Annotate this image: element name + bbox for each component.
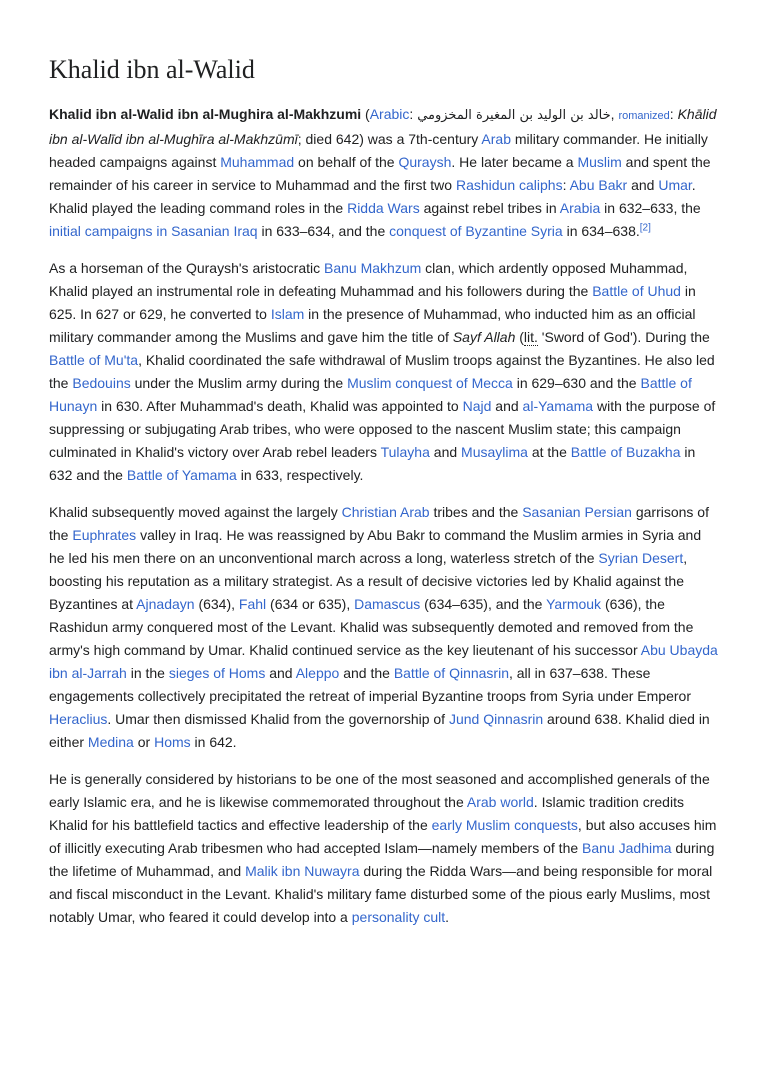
link-bedouins[interactable]: Bedouins bbox=[72, 375, 131, 391]
text: : bbox=[409, 106, 418, 122]
article bbox=[0, 54, 768, 929]
text: in 642. bbox=[190, 734, 237, 750]
link-christian-arab[interactable]: Christian Arab bbox=[341, 504, 430, 520]
link-ridda-wars[interactable]: Ridda Wars bbox=[347, 200, 420, 216]
text: around 638. Khalid died in either bbox=[49, 711, 710, 750]
link-battle-of-qinnasrin[interactable]: Battle of Qinnasrin bbox=[393, 665, 509, 681]
text: in 629–630 and the bbox=[512, 375, 641, 391]
bold-name: Khalid ibn al-Walid ibn al-Mughira al-Makhzumi bbox=[49, 106, 362, 122]
link-jund-qinnasrin[interactable]: Jund Qinnasrin bbox=[448, 711, 544, 727]
text: and bbox=[491, 398, 523, 414]
text: , all in 637–638. These engagements collectively precipitated the retreat of imperial Byzantine troops from Syria under Emperor bbox=[49, 665, 691, 704]
text: tribes and the bbox=[429, 504, 523, 520]
text: (634), bbox=[194, 596, 239, 612]
text: ( bbox=[515, 329, 524, 345]
text: or bbox=[133, 734, 155, 750]
link-abu-bakr[interactable]: Abu Bakr bbox=[569, 177, 628, 193]
text: As a horseman of the Quraysh's aristocratic bbox=[49, 260, 325, 276]
text: , Khalid coordinated the safe withdrawal of Muslim troops against the Byzantines. He also led the bbox=[49, 352, 715, 391]
text: ( bbox=[361, 106, 370, 122]
link-euphrates[interactable]: Euphrates bbox=[72, 527, 137, 543]
text: against rebel tribes in bbox=[419, 200, 560, 216]
link-sasanian-persian[interactable]: Sasanian Persian bbox=[522, 504, 632, 520]
link-al-yamama[interactable]: al-Yamama bbox=[522, 398, 594, 414]
text: (634–635), and the bbox=[420, 596, 547, 612]
text: , boosting his reputation as a military strategist. As a result of decisive victories led by Khalid against the Byzantines at bbox=[49, 550, 688, 612]
paragraph-4 bbox=[49, 768, 719, 929]
link-muslim[interactable]: Muslim bbox=[577, 154, 622, 170]
text: in the bbox=[126, 665, 169, 681]
link-battle-of-mutah[interactable]: Battle of Mu'ta bbox=[49, 352, 139, 368]
text: and spent the remainder of his career in service to Muhammad and the first two bbox=[49, 154, 711, 193]
paragraph-3 bbox=[49, 501, 719, 754]
romanized-name: Khālid ibn al-Walīd ibn al-Mughīra al-Makhzūmī bbox=[49, 106, 717, 147]
text: with the purpose of suppressing or subjugating Arab tribes, who were opposed to the nascent Muslim state; this campaign culminated in Khalid's victory over Arab rebel leaders bbox=[49, 398, 716, 460]
text: and bbox=[627, 177, 659, 193]
text: valley in Iraq. He was reassigned by Abu Bakr to command the Muslim armies in Syria and he led his men there on an unconventional march across a long, waterless stretch of the bbox=[49, 527, 702, 566]
text: and bbox=[429, 444, 462, 460]
link-syrian-desert[interactable]: Syrian Desert bbox=[598, 550, 684, 566]
link-initial-campaigns[interactable]: initial campaigns in Sasanian Iraq bbox=[49, 223, 258, 239]
text: in 630. After Muhammad's death, Khalid was appointed to bbox=[97, 398, 463, 414]
link-tulayha[interactable]: Tulayha bbox=[380, 444, 430, 460]
text: on behalf of the bbox=[294, 154, 399, 170]
text: , but also accuses him of illicitly executing Arab tribesmen who had accepted Islam—namely members of the bbox=[49, 817, 717, 856]
text: in 634–638. bbox=[562, 223, 640, 239]
lit-abbreviation: lit. bbox=[523, 329, 538, 345]
text: . bbox=[445, 909, 450, 925]
link-abu-ubayda[interactable]: Abu Ubayda ibn al-Jarrah bbox=[49, 642, 718, 681]
link-yarmouk[interactable]: Yarmouk bbox=[546, 596, 602, 612]
link-arab[interactable]: Arab bbox=[481, 131, 511, 147]
text: at the bbox=[527, 444, 571, 460]
text: Khalid subsequently moved against the largely bbox=[49, 504, 342, 520]
link-battle-of-uhud[interactable]: Battle of Uhud bbox=[592, 283, 681, 299]
text: . Khalid played the leading command roles in the bbox=[49, 177, 696, 216]
link-battle-of-hunayn[interactable]: Battle of Hunayn bbox=[49, 375, 692, 414]
link-ajnadayn[interactable]: Ajnadayn bbox=[136, 596, 195, 612]
link-islam[interactable]: Islam bbox=[270, 306, 305, 322]
link-sieges-of-homs[interactable]: sieges of Homs bbox=[168, 665, 266, 681]
link-damascus[interactable]: Damascus bbox=[354, 596, 421, 612]
text: (636), the Rashidun army conquered most of the Levant. Khalid was subsequently demoted and removed from the army's high command by Umar. Khalid continued service as the key lieutenant of his successor bbox=[49, 596, 694, 658]
text: and bbox=[265, 665, 296, 681]
text: under the Muslim army during the bbox=[130, 375, 348, 391]
text: . Umar then dismissed Khalid from the governorship of bbox=[107, 711, 449, 727]
link-quraysh[interactable]: Quraysh bbox=[398, 154, 452, 170]
link-battle-of-buzakha[interactable]: Battle of Buzakha bbox=[570, 444, 681, 460]
link-romanized[interactable]: romanized bbox=[618, 110, 670, 122]
text: , bbox=[610, 106, 619, 122]
link-battle-of-yamama[interactable]: Battle of Yamama bbox=[126, 467, 237, 483]
link-aleppo[interactable]: Aleppo bbox=[295, 665, 340, 681]
link-personality-cult[interactable]: personality cult bbox=[351, 909, 446, 925]
link-homs[interactable]: Homs bbox=[154, 734, 191, 750]
link-muhammad[interactable]: Muhammad bbox=[220, 154, 295, 170]
page-title: Khalid ibn al-Walid bbox=[49, 55, 255, 84]
reference-link[interactable]: [2] bbox=[639, 222, 651, 234]
text: in 633, respectively. bbox=[236, 467, 364, 483]
text: in 633–634, and the bbox=[257, 223, 390, 239]
link-malik-ibn-nuwayra[interactable]: Malik ibn Nuwayra bbox=[245, 863, 360, 879]
link-fahl[interactable]: Fahl bbox=[238, 596, 267, 612]
link-heraclius[interactable]: Heraclius bbox=[49, 711, 108, 727]
text: during the lifetime of Muhammad, and bbox=[49, 840, 715, 879]
arabic-name: خالد بن الوليد بن المغيرة المخزومي bbox=[417, 108, 611, 123]
text: in 632 and the bbox=[49, 444, 696, 483]
link-early-muslim-conquests[interactable]: early Muslim conquests bbox=[431, 817, 578, 833]
sayf-allah: Sayf Allah bbox=[452, 329, 516, 345]
text: (634 or 635), bbox=[266, 596, 355, 612]
link-banu-jadhima[interactable]: Banu Jadhima bbox=[582, 840, 672, 856]
text: : bbox=[562, 177, 570, 193]
link-arabic[interactable]: Arabic bbox=[369, 106, 410, 122]
link-banu-makhzum[interactable]: Banu Makhzum bbox=[324, 260, 422, 276]
link-conquest-of-mecca[interactable]: Muslim conquest of Mecca bbox=[347, 375, 513, 391]
paragraph-2 bbox=[49, 257, 719, 487]
text: : bbox=[669, 106, 678, 122]
text: in 632–633, the bbox=[600, 200, 701, 216]
text: . He later became a bbox=[451, 154, 578, 170]
link-rashidun-caliphs[interactable]: Rashidun caliphs bbox=[455, 177, 563, 193]
link-najd[interactable]: Najd bbox=[462, 398, 492, 414]
link-conquest-byzantine-syria[interactable]: conquest of Byzantine Syria bbox=[389, 223, 563, 239]
link-umar[interactable]: Umar bbox=[658, 177, 692, 193]
link-medina[interactable]: Medina bbox=[87, 734, 134, 750]
link-arabia[interactable]: Arabia bbox=[559, 200, 601, 216]
link-musaylima[interactable]: Musaylima bbox=[461, 444, 528, 460]
link-arab-world[interactable]: Arab world bbox=[466, 794, 534, 810]
text: and the bbox=[339, 665, 394, 681]
text: garrisons of the bbox=[49, 504, 709, 543]
text: ; died 642) was a 7th-century bbox=[297, 131, 482, 147]
text: clan, which ardently opposed Muhammad, Khalid played an instrumental role in defeating Muhammad and his followers during the bbox=[49, 260, 688, 299]
text: during the Ridda Wars—and being responsible for moral and fiscal misconduct in the Levant. Khalid's military fame disturbed some of the pious early Muslims, most notably Umar, who feared it could develop into a bbox=[49, 863, 713, 925]
text: military commander. He initially headed campaigns against bbox=[49, 131, 708, 170]
text: in 625. In 627 or 629, he converted to bbox=[49, 283, 696, 322]
text: in the presence of Muhammad, who inducted him as an official military commander among the Muslims and gave him the title of bbox=[49, 306, 696, 345]
paragraph-1 bbox=[49, 103, 719, 243]
text: 'Sword of God'). During the bbox=[537, 329, 710, 345]
text: He is generally considered by historians to be one of the most seasoned and accomplished generals of the early Islamic era, and he is likewise commemorated throughout the bbox=[49, 771, 710, 810]
text: . Islamic tradition credits Khalid for his battlefield tactics and effective leadership of the bbox=[49, 794, 684, 833]
